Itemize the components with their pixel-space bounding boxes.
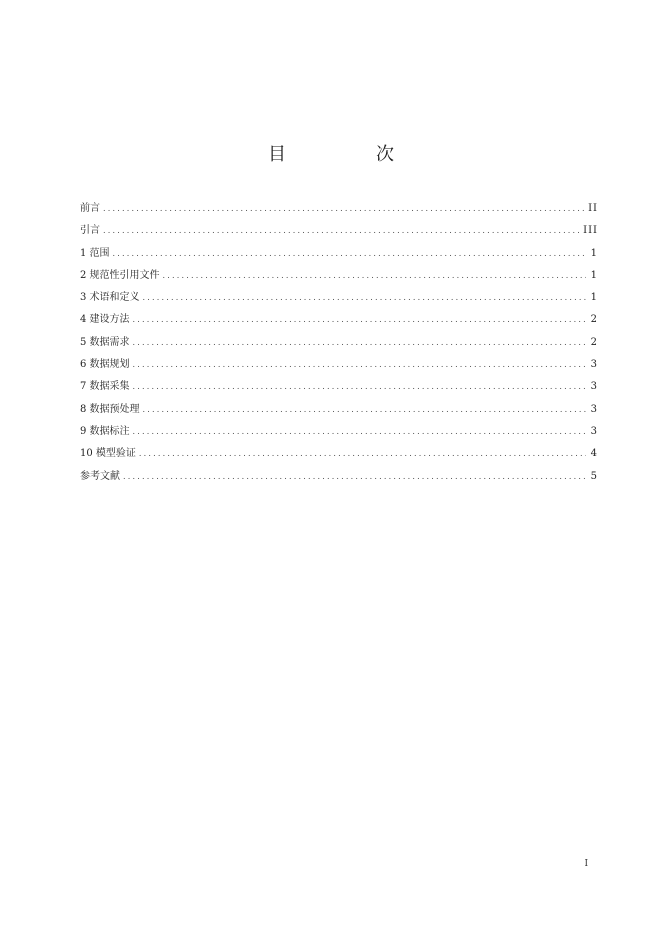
toc-leader-dots (113, 243, 586, 265)
toc-leader-dots (123, 466, 586, 488)
toc-list (80, 198, 598, 488)
toc-entry-bibliography[interactable] (80, 466, 598, 488)
toc-leader-dots (143, 287, 586, 309)
toc-leader-dots (103, 198, 584, 220)
toc-entry-page: 3 (590, 381, 598, 393)
toc-leader-dots (133, 421, 586, 443)
toc-entry-model-validation[interactable] (80, 443, 598, 465)
toc-entry-page: 3 (590, 403, 598, 415)
toc-entry-page: 3 (590, 425, 598, 437)
toc-leader-dots (163, 265, 586, 287)
toc-entry-label: 2 规范性引用文件 (80, 269, 160, 281)
toc-entry-page: 1 (590, 292, 598, 304)
toc-entry-label: 10 模型验证 (80, 448, 136, 460)
toc-entry-label: 1 范围 (80, 247, 110, 259)
toc-entry-page: 2 (590, 336, 598, 348)
toc-entry-page: 2 (590, 314, 598, 326)
toc-title: 目 次 (268, 144, 430, 165)
toc-entry-label: 参考文献 (80, 470, 120, 482)
toc-entry-label: 引言 (80, 225, 100, 237)
toc-leader-dots (133, 376, 586, 398)
toc-entry-terms-definitions[interactable] (80, 287, 598, 309)
toc-entry-data-preprocessing[interactable] (80, 399, 598, 421)
toc-leader-dots (103, 220, 579, 242)
toc-entry-page: 1 (590, 247, 598, 259)
toc-entry-label: 6 数据规划 (80, 359, 130, 371)
toc-entry-label: 4 建设方法 (80, 314, 130, 326)
toc-entry-scope[interactable] (80, 243, 598, 265)
toc-entry-data-requirements[interactable] (80, 332, 598, 354)
toc-entry-page: III (583, 225, 598, 237)
toc-entry-label: 9 数据标注 (80, 425, 130, 437)
toc-entry-label: 前言 (80, 203, 100, 214)
toc-entry-introduction[interactable] (80, 220, 598, 242)
toc-entry-page: 4 (590, 448, 598, 460)
toc-leader-dots (133, 309, 586, 331)
toc-leader-dots (143, 399, 586, 421)
toc-entry-page: 5 (590, 470, 598, 482)
toc-entry-label: 5 数据需求 (80, 336, 130, 348)
toc-entry-page: 3 (590, 359, 598, 371)
toc-entry-normative-references[interactable] (80, 265, 598, 287)
toc-leader-dots (133, 354, 586, 376)
toc-leader-dots (139, 443, 586, 465)
toc-entry-construction-method[interactable] (80, 309, 598, 331)
toc-entry-label: 7 数据采集 (80, 381, 130, 393)
page-number: I (584, 859, 588, 869)
toc-entry-label: 8 数据预处理 (80, 403, 140, 415)
toc-entry-page: 1 (590, 269, 598, 281)
toc-entry-data-planning[interactable] (80, 354, 598, 376)
toc-entry-page: II (588, 203, 598, 214)
toc-entry-label: 3 术语和定义 (80, 292, 140, 304)
toc-entry-foreword[interactable] (80, 198, 598, 220)
toc-entry-data-annotation[interactable] (80, 421, 598, 443)
toc-entry-data-collection[interactable] (80, 376, 598, 398)
toc-leader-dots (133, 332, 586, 354)
